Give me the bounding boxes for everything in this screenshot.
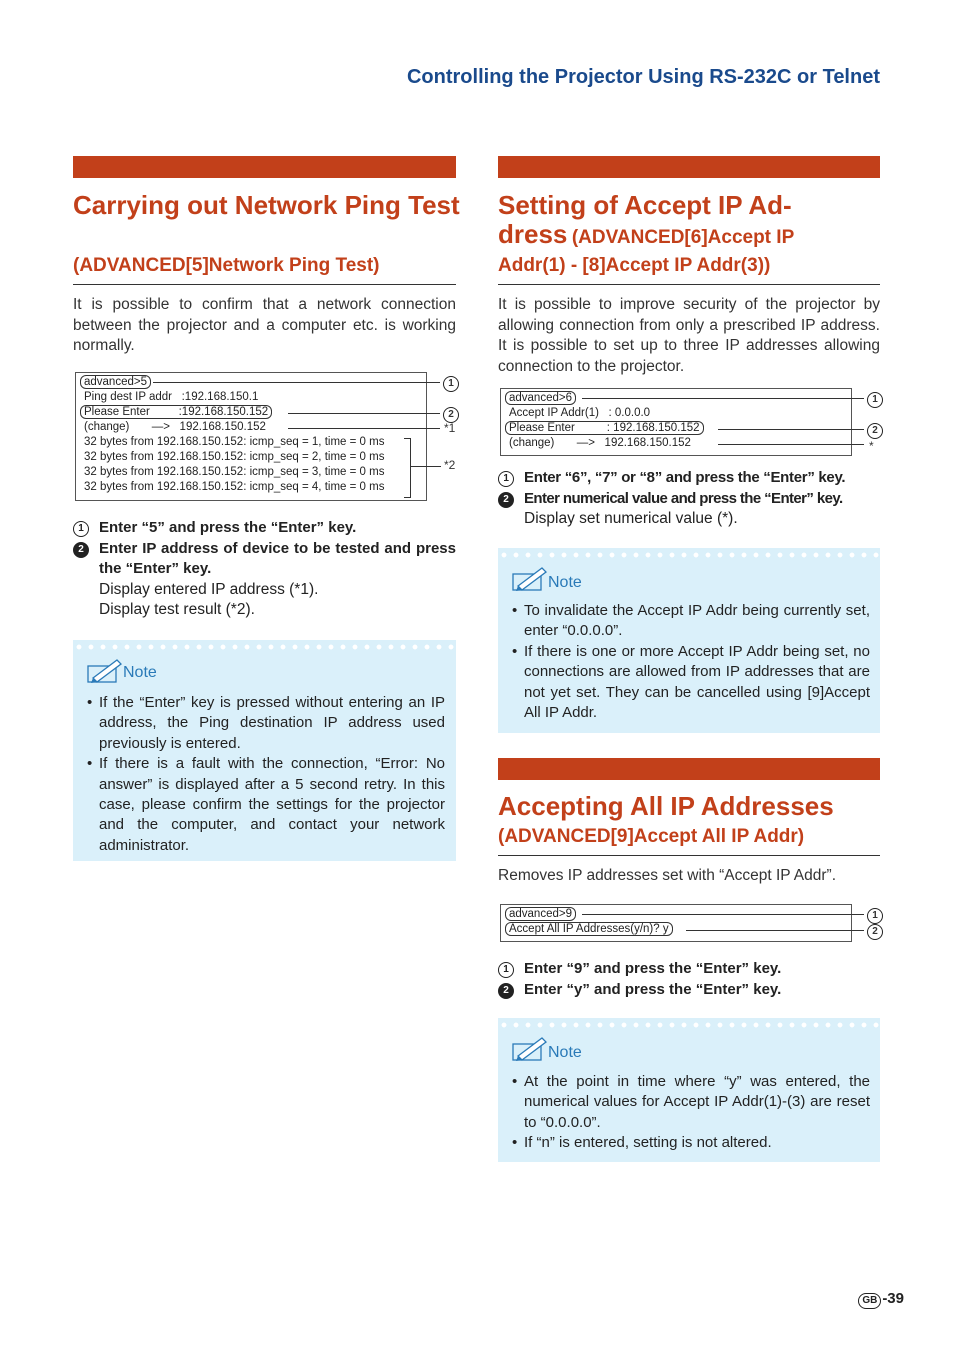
note-label: Note <box>548 1044 582 1061</box>
pencil-icon <box>87 656 123 684</box>
section-bar-acceptall <box>498 758 880 780</box>
step-number: 1 <box>73 521 89 537</box>
step-number: 2 <box>498 983 514 999</box>
callout-number: 2 <box>443 407 459 423</box>
terminal-line: Accept All IP Addresses(y/n)? y <box>505 922 673 936</box>
ping-subtitle: (ADVANCED[5]Network Ping Test) <box>73 255 380 276</box>
step-number: 2 <box>498 492 514 508</box>
accept-rule <box>498 284 880 285</box>
callout-line <box>288 428 440 429</box>
accept-subtitle-line1: (ADVANCED[6]Accept IP <box>571 227 795 248</box>
step-text: Enter IP address of device to be tested and press the “Enter” key. <box>99 539 456 577</box>
step-text: Enter “9” and press the “Enter” key. <box>524 960 782 977</box>
accept-subtitle-line2: Addr(1) - [8]Accept IP Addr(3)) <box>498 255 771 276</box>
callout-line <box>582 914 864 915</box>
terminal-line: 32 bytes from 192.168.150.152: icmp_seq = 2, time = 0 ms <box>84 451 385 463</box>
note-dots <box>498 1022 880 1028</box>
accept-note-box <box>498 548 880 733</box>
acceptall-subtitle: (ADVANCED[9]Accept All IP Addr) <box>498 826 805 847</box>
callout-number: 1 <box>867 392 883 408</box>
note-item: • If there is a fault with the connection, “Error: No answer” is displayed after a 5 second retry. In this case, please confirm the settings for the projector and the computer, and contact your network administrator. <box>87 754 445 856</box>
callout-number: * <box>869 439 874 453</box>
ping-terminal <box>75 372 427 501</box>
note-dots <box>498 552 880 558</box>
step-detail: Display test result (*2). <box>99 601 255 618</box>
step-text: Enter “y” and press the “Enter” key. <box>524 980 782 998</box>
acceptall-intro: Removes IP addresses set with “Accept IP Addr”. <box>498 867 836 884</box>
acceptall-note-box <box>498 1018 880 1162</box>
callout-line <box>718 444 864 445</box>
terminal-line: 32 bytes from 192.168.150.152: icmp_seq = 3, time = 0 ms <box>84 466 385 478</box>
pencil-icon <box>512 564 548 592</box>
callout-bracket <box>404 438 411 498</box>
note-label: Note <box>123 664 157 681</box>
terminal-line: advanced>6 <box>505 391 576 405</box>
step-text: Enter “5” and press the “Enter” key. <box>99 519 357 536</box>
region-badge: GB <box>858 1293 881 1309</box>
ping-intro: It is possible to confirm that a network connection between the projector and a computer etc. is working normally. <box>73 296 456 354</box>
page-number <box>858 1290 904 1309</box>
callout-number: 1 <box>443 376 459 392</box>
note-item: • If there is one or more Accept IP Addr being set, no connections are allowed from IP addresses that are not yet set. They can be cancelled using [9]Accept All IP Addr. <box>512 642 870 724</box>
terminal-line: Accept IP Addr(1) : 0.0.0.0 <box>509 407 651 419</box>
callout-line <box>288 413 440 414</box>
callout-number: *2 <box>444 458 456 472</box>
acceptall-terminal <box>500 904 852 942</box>
accept-intro: It is possible to improve security of the projector by allowing connection from only a prescribed IP address. It is possible to set up to three IP addresses allowing connection to the projector. <box>498 296 880 375</box>
terminal-line: advanced>5 <box>80 375 151 389</box>
step-detail: Display set numerical value (*). <box>524 510 738 527</box>
terminal-line: (change) —> 192.168.150.152 <box>509 437 691 449</box>
terminal-line: 32 bytes from 192.168.150.152: icmp_seq = 4, time = 0 ms <box>84 481 385 493</box>
callout-line <box>411 466 441 467</box>
callout-line <box>153 382 440 383</box>
callout-number: 2 <box>867 423 883 439</box>
note-item: • To invalidate the Accept IP Addr being currently set, enter “0.0.0.0”. <box>512 601 870 642</box>
acceptall-rule <box>498 855 880 856</box>
step-number: 1 <box>498 962 514 978</box>
terminal-line: (change) —> 192.168.150.152 <box>84 421 266 433</box>
terminal-line: Please Enter :192.168.150.152 <box>80 405 272 419</box>
ping-rule <box>73 284 456 285</box>
callout-number: 2 <box>867 924 883 940</box>
accept-title-line2: dress <box>498 219 568 249</box>
ping-steps <box>73 518 456 621</box>
page-number-text: -39 <box>882 1290 904 1307</box>
callout-line <box>718 429 864 430</box>
terminal-line: 32 bytes from 192.168.150.152: icmp_seq = 1, time = 0 ms <box>84 436 385 448</box>
step-number: 1 <box>498 471 514 487</box>
pencil-icon <box>512 1034 548 1062</box>
ping-title: Carrying out Network Ping Test <box>73 190 460 220</box>
terminal-line: Ping dest IP addr :192.168.150.1 <box>84 391 259 403</box>
accept-title-line1: Setting of Accept IP Ad- <box>498 190 792 220</box>
callout-line <box>686 930 864 931</box>
running-header: Controlling the Projector Using RS-232C or Telnet <box>406 66 880 88</box>
accept-steps <box>498 468 882 530</box>
acceptall-title: Accepting All IP Addresses <box>498 791 834 821</box>
note-item: • If “n” is entered, setting is not altered. <box>512 1133 870 1153</box>
section-bar-ping <box>73 156 456 178</box>
callout-number: *1 <box>444 421 456 435</box>
note-dots <box>73 644 456 650</box>
step-detail: Display entered IP address (*1). <box>99 580 319 598</box>
terminal-line: advanced>9 <box>505 907 576 921</box>
step-text: Enter “6”, “7” or “8” and press the “Enter” key. <box>524 469 846 486</box>
callout-line <box>582 398 864 399</box>
step-number: 2 <box>73 542 89 558</box>
note-label: Note <box>548 574 582 591</box>
ping-note-box <box>73 640 456 861</box>
callout-number: 1 <box>867 908 883 924</box>
section-bar-accept <box>498 156 880 178</box>
note-item: • At the point in time where “y” was entered, the numerical values for Accept IP Addr(1)-(3) are reset to “0.0.0.0”. <box>512 1072 870 1133</box>
step-text: Enter numerical value and press the “Enter” key. <box>524 489 843 507</box>
acceptall-steps <box>498 959 880 1000</box>
note-item: • If the “Enter” key is pressed without entering an IP address, the Ping destination IP address used previously is entered. <box>87 693 445 754</box>
terminal-line: Please Enter : 192.168.150.152 <box>505 421 704 435</box>
